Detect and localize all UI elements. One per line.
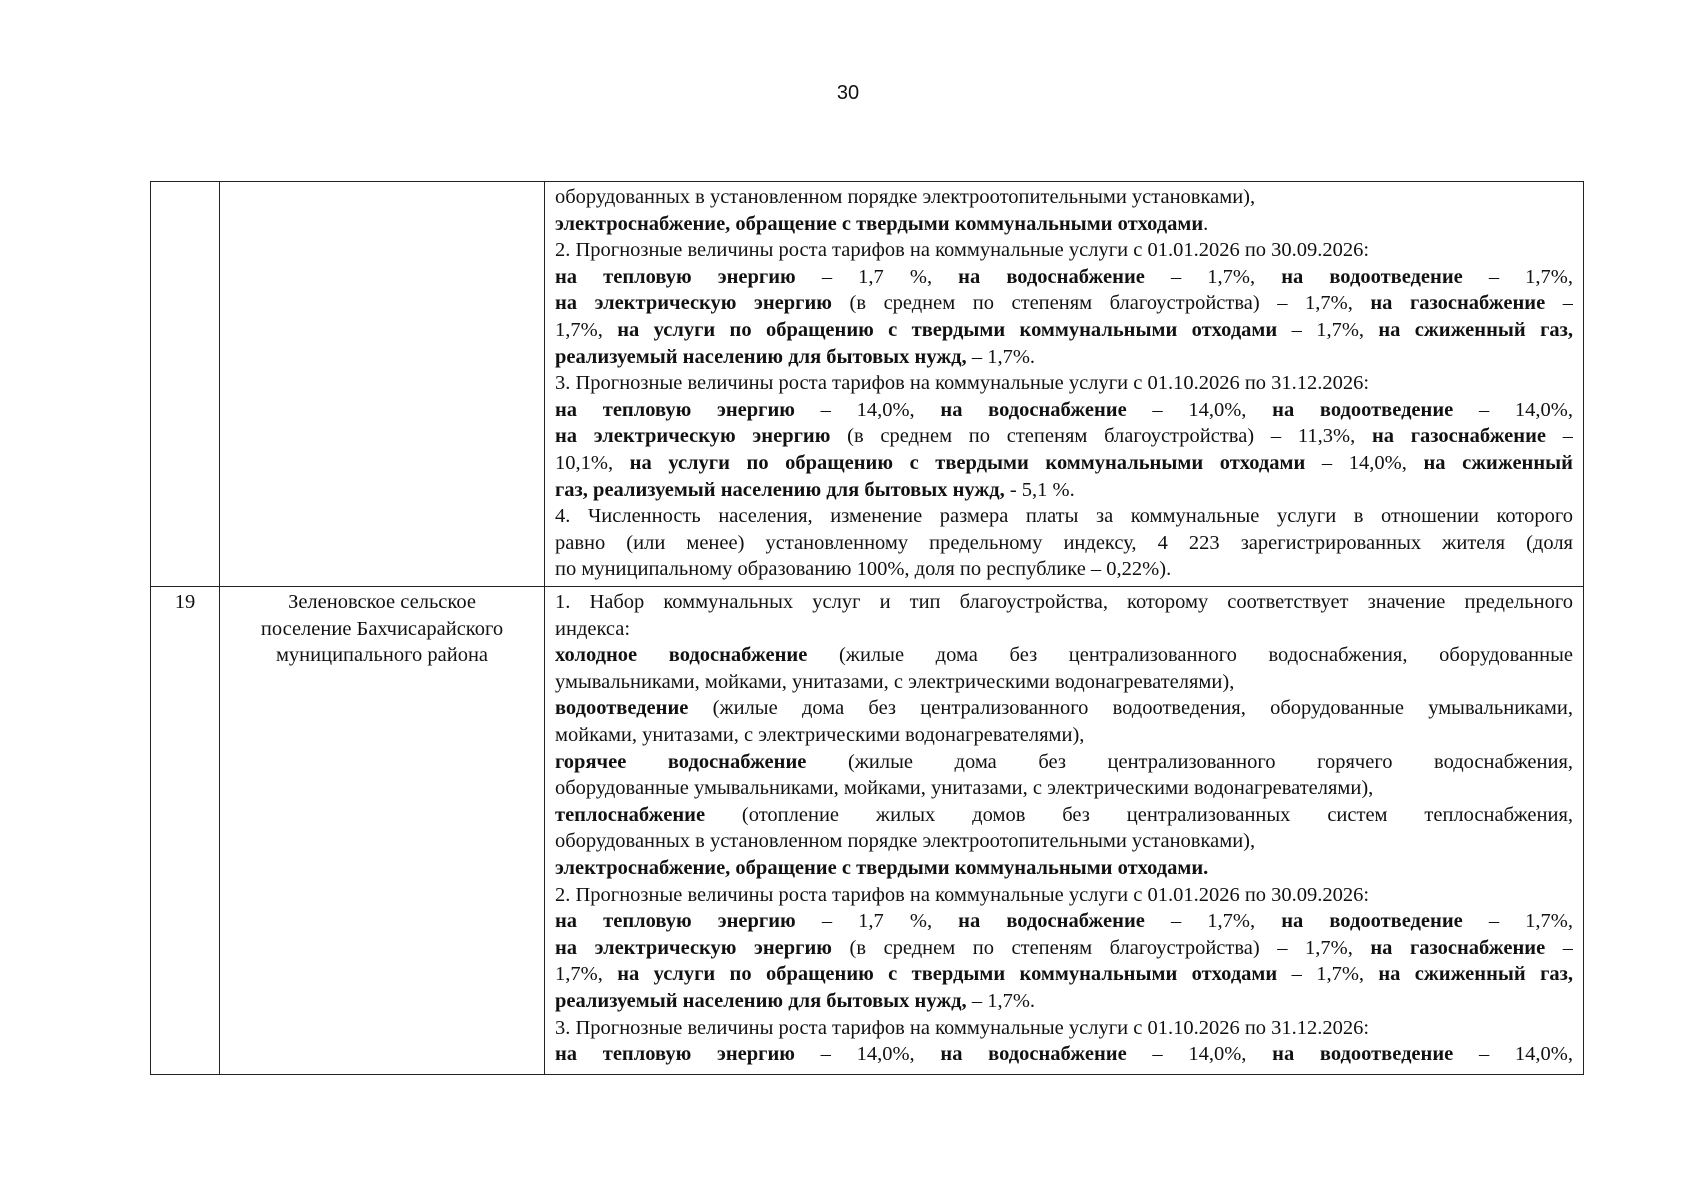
text-line (555, 317, 1573, 344)
text-run: - 5,1 %. (1004, 478, 1075, 501)
bold-text: на водоотведение (1272, 398, 1454, 421)
text-run: оборудованных в установленном порядке электроотопительными установками), (555, 186, 1256, 208)
bold-text: на водоснабжение (958, 265, 1145, 288)
bold-text: водоотведение (555, 697, 689, 720)
text-line (555, 589, 1573, 616)
text-run: (в среднем по степеням благоустройства) – 1,7%, (831, 936, 1371, 959)
text-run: (жилые дома без централизованного водоотведения, оборудованные умывальниками, (688, 697, 1573, 720)
bold-text: на водоснабжение (940, 1043, 1127, 1066)
text-line (555, 477, 1573, 504)
text-line (555, 450, 1573, 477)
text-run: – 1,7%. (966, 345, 1036, 368)
content-cell (545, 182, 1584, 587)
bold-text: электроснабжение, обращение с твердыми коммунальными отходами (555, 212, 1204, 235)
text-line (555, 935, 1573, 962)
text-run: – 14,0%, (794, 1043, 941, 1066)
text-run: – 14,0%, (794, 398, 941, 421)
text-run: – (1545, 292, 1573, 315)
table-row-continuation (151, 182, 1584, 587)
municipality-name-line: муниципального района (275, 644, 489, 667)
text-run: – 1,7%, (1462, 265, 1573, 288)
bold-text: на тепловую энергию (555, 910, 796, 933)
text-line (555, 882, 1573, 909)
text-run: 3. Прогнозные величины роста тарифов на коммунальные услуги с 01.10.2026 по 31.12.2026: (555, 372, 1370, 395)
text-run: 1,7%, (555, 318, 618, 341)
text-run: (жилые дома без централизованного водоснабжения, оборудованные (807, 644, 1573, 667)
text-line (555, 775, 1573, 802)
bold-text: на сжиженный газ, (1378, 963, 1573, 986)
page-number: 30 (836, 82, 860, 104)
bold-text: на услуги по обращению с твердыми коммунальными отходами (629, 451, 1306, 474)
text-line (555, 802, 1573, 829)
bold-text: на водоотведение (1281, 265, 1463, 288)
text-run: . (1203, 212, 1209, 235)
bold-text: реализуемый населению для бытовых нужд, (555, 989, 967, 1012)
text-run: равно (или менее) установленному предельному индексу, 4 223 зарегистрированных жителя (доля (555, 531, 1573, 554)
text-line (555, 237, 1573, 264)
text-line (555, 1041, 1573, 1068)
bold-text: на тепловую энергию (555, 1043, 795, 1066)
text-line (555, 855, 1573, 882)
text-line (555, 530, 1573, 557)
text-run: (в среднем по степеням благоустройства) – 11,3%, (830, 425, 1372, 448)
table-row-19 (151, 587, 1584, 1075)
text-run: 1. Набор коммунальных услуг и тип благоустройства, которому соответствует значение предельного (555, 591, 1573, 613)
text-run: – 1,7%, (1277, 318, 1379, 341)
bold-text: на газоснабжение (1371, 425, 1546, 448)
text-run: – 1,7%. (966, 989, 1036, 1012)
text-run: 3. Прогнозные величины роста тарифов на коммунальные услуги с 01.10.2026 по 31.12.2026: (555, 1016, 1370, 1039)
text-run: умывальниками, мойками, унитазами, с электрическими водонагревателями), (555, 670, 1235, 693)
bold-text: реализуемый населению для бытовых нужд, (555, 345, 967, 368)
text-line (555, 695, 1573, 722)
text-run: – 14,0%, (1126, 398, 1273, 421)
bold-text: на сжиженный газ, (1378, 318, 1573, 341)
tariff-table (150, 181, 1584, 1075)
municipality-name (220, 587, 545, 1075)
municipality-name-line: поселение Бахчисарайского (260, 617, 504, 640)
bold-text: на услуги по обращению с твердыми коммунальными отходами (617, 963, 1278, 986)
text-line (555, 370, 1573, 397)
row-content (555, 184, 1573, 583)
text-line (555, 556, 1573, 583)
text-line (555, 616, 1573, 643)
text-run: – 14,0%, (1305, 451, 1424, 474)
text-run: мойками, унитазами, с электрическими водонагревателями), (555, 723, 1085, 746)
text-line (555, 290, 1573, 317)
text-line (555, 642, 1573, 669)
text-run: – 14,0%, (1453, 1043, 1573, 1066)
text-line (555, 961, 1573, 988)
municipality-cell (220, 182, 545, 587)
text-line (555, 503, 1573, 530)
text-run: 4. Численность населения, изменение размера платы за коммунальные услуги в отношении которого (555, 505, 1573, 528)
text-line (555, 423, 1573, 450)
content-cell (545, 587, 1584, 1075)
text-line (555, 749, 1573, 776)
text-run: (отопление жилых домов без централизованных систем теплоснабжения, (705, 803, 1573, 826)
text-run: (в среднем по степеням благоустройства) – 1,7%, (831, 292, 1371, 315)
text-line (555, 988, 1573, 1015)
text-line (555, 828, 1573, 855)
bold-text: на тепловую энергию (555, 265, 796, 288)
row-number: 19 (151, 587, 220, 1075)
bold-text: на водоотведение (1281, 910, 1463, 933)
text-line (555, 908, 1573, 935)
text-run: – 14,0%, (1453, 398, 1573, 421)
municipality-name-line: Зеленовское сельское (288, 591, 476, 613)
bold-text: на водоснабжение (958, 910, 1145, 933)
bold-text: газ, реализуемый населению для бытовых нужд, (555, 478, 1005, 501)
bold-text: на газоснабжение (1370, 936, 1546, 959)
bold-text: на электрическую энергию (555, 292, 832, 315)
text-run: 1,7%, (555, 963, 618, 986)
bold-text: на газоснабжение (1370, 292, 1546, 315)
bold-text: электроснабжение, обращение с твердыми коммунальными отходами. (555, 856, 1209, 879)
text-run: – 1,7%, (1144, 910, 1282, 933)
text-run: оборудованных в установленном порядке электроотопительными установками), (555, 830, 1256, 853)
text-run: – (1546, 425, 1573, 448)
bold-text: теплоснабжение (555, 803, 706, 826)
text-run: – 1,7%, (1144, 265, 1282, 288)
bold-text: горячее водоснабжение (555, 750, 807, 773)
bold-text: на тепловую энергию (555, 398, 795, 421)
text-run: оборудованные умывальниками, мойками, унитазами, с электрическими водонагревателями), (555, 777, 1374, 800)
text-run: – 1,7%, (1277, 963, 1379, 986)
text-run: индекса: (555, 617, 631, 640)
text-line (555, 397, 1573, 424)
text-run: по муниципальному образованию 100%, доля по республике – 0,22%). (555, 558, 1172, 581)
text-line (555, 211, 1573, 238)
text-line (555, 669, 1573, 696)
text-run: (жилые дома без централизованного горячего водоснабжения, (806, 750, 1573, 773)
text-line (555, 344, 1573, 371)
text-run: 2. Прогнозные величины роста тарифов на коммунальные услуги с 01.01.2026 по 30.09.2026: (555, 239, 1370, 262)
text-line (555, 1015, 1573, 1042)
bold-text: на электрическую энергию (555, 936, 832, 959)
text-line (555, 722, 1573, 749)
bold-text: на услуги по обращению с твердыми коммунальными отходами (617, 318, 1278, 341)
text-run: 10,1%, (555, 451, 630, 474)
bold-text: на водоснабжение (940, 398, 1127, 421)
bold-text: холодное водоснабжение (555, 644, 808, 667)
bold-text: на электрическую энергию (555, 425, 831, 448)
text-line (555, 264, 1573, 291)
row-number-cell (151, 182, 220, 587)
text-run: – 1,7 %, (795, 265, 959, 288)
row-content (555, 589, 1573, 1068)
text-run: – 1,7%, (1462, 910, 1573, 933)
bold-text: на водоотведение (1272, 1043, 1454, 1066)
text-run: – 14,0%, (1126, 1043, 1273, 1066)
text-line (555, 184, 1573, 211)
text-run: – (1545, 936, 1573, 959)
text-run: 2. Прогнозные величины роста тарифов на коммунальные услуги с 01.01.2026 по 30.09.2026: (555, 883, 1370, 906)
bold-text: на сжиженный (1423, 451, 1573, 474)
text-run: – 1,7 %, (795, 910, 959, 933)
